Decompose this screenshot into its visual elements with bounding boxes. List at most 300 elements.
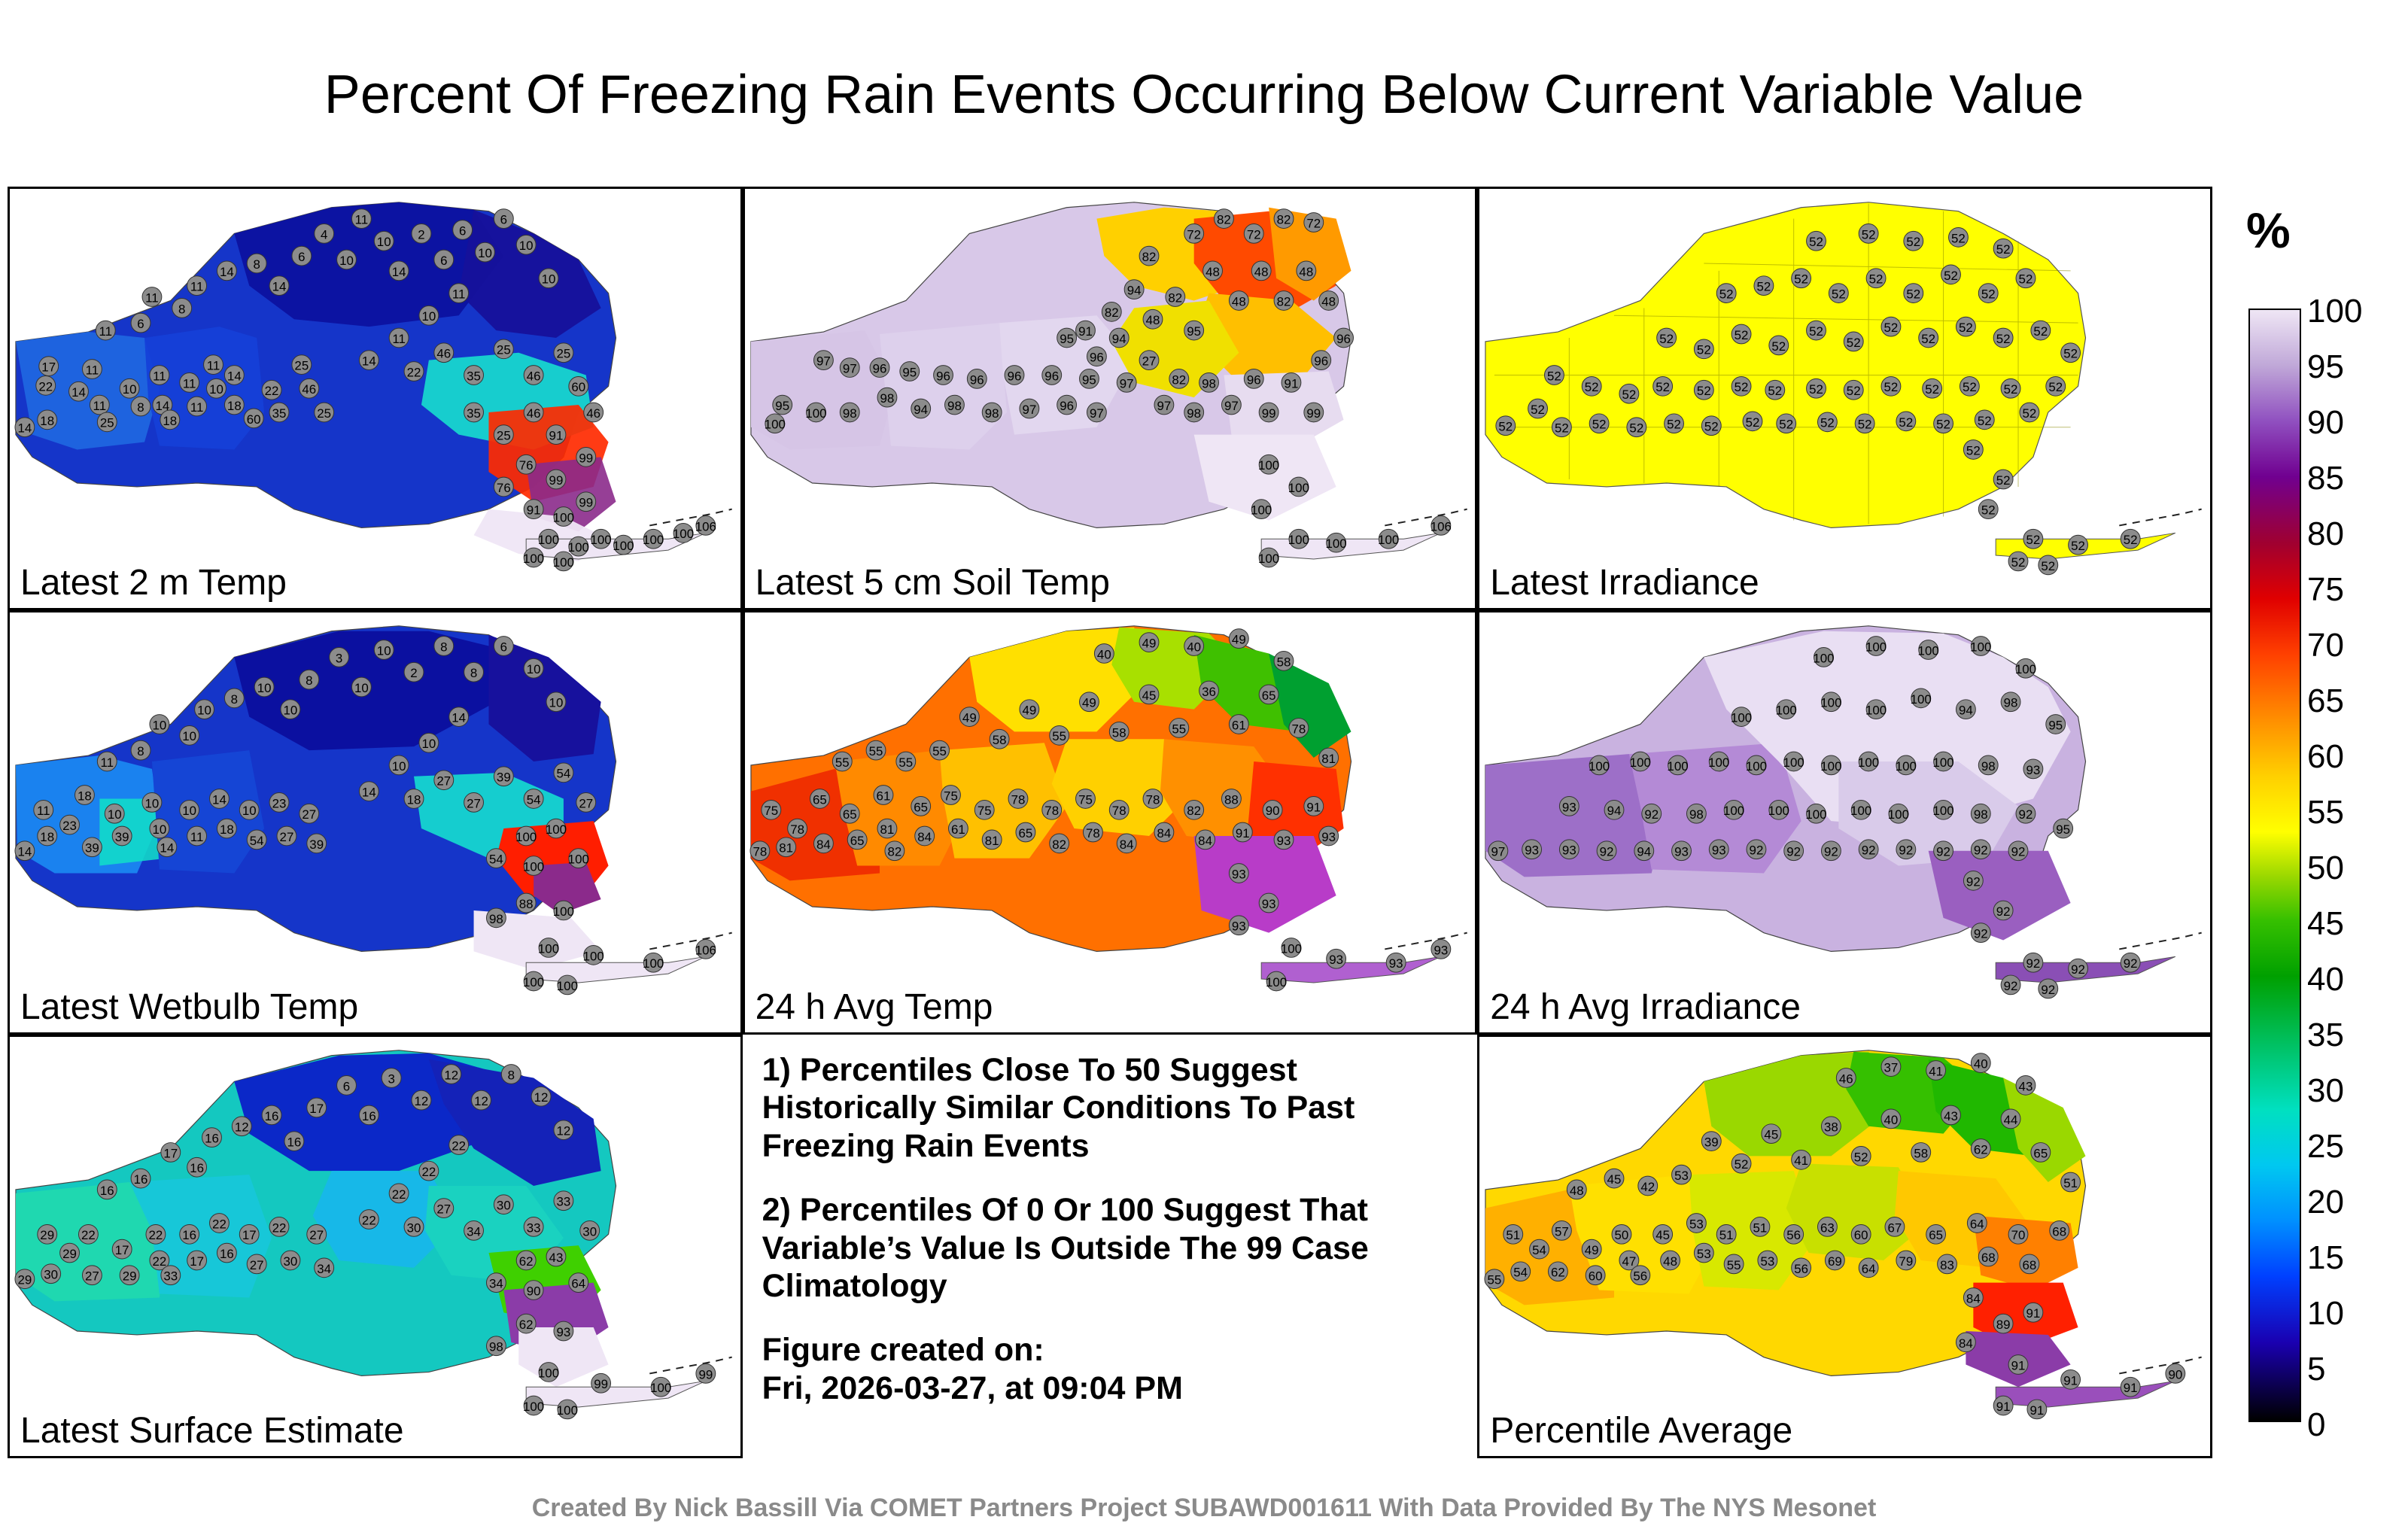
svg-text:100: 100 [1325,536,1347,552]
svg-text:84: 84 [1959,1336,1973,1351]
svg-text:98: 98 [1689,807,1704,822]
colorbar-ticks [2307,293,2397,1443]
svg-text:92: 92 [1936,845,1951,859]
svg-text:52: 52 [1996,331,2011,346]
svg-text:92: 92 [2003,979,2018,994]
svg-text:6: 6 [440,254,448,268]
svg-text:39: 39 [309,837,324,853]
svg-text:91: 91 [526,503,541,518]
svg-text:49: 49 [1231,632,1246,647]
svg-text:22: 22 [391,1187,406,1202]
svg-text:97: 97 [1491,845,1506,859]
svg-text:40: 40 [1974,1056,1988,1071]
svg-text:100: 100 [523,551,545,566]
svg-text:62: 62 [518,1254,534,1269]
svg-text:65: 65 [1261,688,1276,704]
svg-text:91: 91 [1306,800,1321,815]
svg-text:54: 54 [249,834,264,849]
svg-text:27: 27 [467,796,481,811]
svg-text:52: 52 [1853,1149,1868,1164]
svg-text:52: 52 [1996,242,2011,257]
svg-text:55: 55 [1487,1272,1502,1287]
svg-text:97: 97 [1157,399,1171,413]
svg-text:82: 82 [1104,305,1119,321]
svg-text:91: 91 [2123,1380,2138,1395]
panel-24h-avg-temp[interactable] [743,610,1478,1034]
svg-text:52: 52 [1899,415,1914,430]
svg-text:96: 96 [872,361,887,376]
svg-text:81: 81 [880,822,894,837]
svg-text:67: 67 [1887,1220,1902,1235]
svg-text:100: 100 [764,417,786,432]
svg-text:52: 52 [1719,287,1734,302]
svg-text:100: 100 [1257,458,1279,473]
svg-text:12: 12 [474,1093,488,1108]
svg-text:78: 78 [1085,826,1100,841]
svg-text:100: 100 [567,540,589,555]
map-latest-2m-temp [10,189,740,608]
panel-label-latest-wetbulb-temp: Latest Wetbulb Temp [20,986,359,1027]
svg-text:52: 52 [1809,382,1824,397]
svg-text:14: 14 [391,264,406,279]
svg-text:89: 89 [1996,1317,2011,1332]
svg-text:57: 57 [1555,1223,1569,1239]
svg-text:95: 95 [2056,822,2071,837]
panel-latest-surface-estimate[interactable] [8,1035,743,1458]
svg-text:12: 12 [556,1123,571,1138]
svg-text:100: 100 [567,852,589,867]
svg-text:6: 6 [137,317,144,332]
svg-text:14: 14 [212,792,227,807]
svg-text:27: 27 [302,807,317,822]
svg-text:100: 100 [1377,533,1399,548]
svg-text:33: 33 [163,1269,178,1284]
svg-text:46: 46 [436,346,451,361]
svg-text:10: 10 [144,796,160,811]
svg-text:11: 11 [190,279,204,294]
svg-text:58: 58 [1111,725,1126,740]
svg-text:12: 12 [444,1068,459,1083]
svg-text:58: 58 [992,733,1007,748]
svg-text:37: 37 [1884,1060,1899,1075]
svg-text:27: 27 [579,796,594,811]
svg-text:62: 62 [518,1317,534,1332]
svg-text:100: 100 [552,510,575,525]
svg-text:12: 12 [534,1090,549,1105]
svg-text:92: 92 [1749,843,1764,858]
svg-text:52: 52 [1734,327,1749,342]
panel-latest-irradiance[interactable] [1477,187,2212,610]
svg-text:45: 45 [1142,688,1157,704]
svg-text:92: 92 [1974,926,1988,941]
svg-text:90: 90 [1265,804,1280,819]
colorbar-tick: 30 [2307,1072,2344,1109]
svg-text:51: 51 [1753,1220,1768,1235]
svg-text:100: 100 [1932,804,1954,819]
svg-text:93: 93 [556,1324,571,1339]
svg-text:48: 48 [1254,264,1269,279]
colorbar-tick: 80 [2307,515,2344,552]
svg-text:94: 94 [1111,331,1126,346]
svg-text:14: 14 [361,785,376,800]
svg-text:100: 100 [1731,710,1753,725]
svg-text:99: 99 [579,495,594,510]
colorbar-tick: 40 [2307,961,2344,998]
svg-text:84: 84 [816,837,831,853]
page-title: Percent Of Freezing Rain Events Occurring Below Current Variable Value [324,65,2084,125]
svg-text:45: 45 [1607,1172,1622,1187]
svg-text:52: 52 [1734,380,1749,395]
svg-text:94: 94 [1607,804,1622,819]
svg-text:65: 65 [850,834,865,849]
svg-text:8: 8 [230,692,239,707]
svg-text:65: 65 [2033,1145,2048,1160]
svg-text:76: 76 [518,458,534,473]
colorbar-tick: 95 [2307,348,2344,385]
svg-text:90: 90 [2168,1366,2183,1382]
svg-text:82: 82 [1142,250,1157,265]
panel-label-24h-avg-irradiance: 24 h Avg Irradiance [1490,986,1801,1027]
svg-text:96: 96 [935,369,950,384]
svg-text:100: 100 [643,533,664,548]
svg-text:48: 48 [1570,1183,1584,1198]
svg-text:100: 100 [1746,759,1768,774]
svg-text:48: 48 [1231,294,1246,309]
svg-text:14: 14 [451,710,467,725]
svg-text:68: 68 [2022,1257,2037,1272]
svg-text:100: 100 [1820,759,1842,774]
note-1: 1) Percentiles Close To 50 Suggest Historically Similar Conditions To Past Freezing Rain Events [762,1051,1355,1165]
svg-text:100: 100 [1910,692,1932,707]
svg-text:94: 94 [1126,283,1142,298]
svg-text:22: 22 [421,1164,436,1179]
credit-line: Created By Nick Bassill Via COMET Partners Project SUBAWD001611 With Data Provided By The NYS Mesonet [531,1494,1877,1522]
colorbar-tick: 55 [2307,794,2344,831]
svg-text:17: 17 [41,360,56,375]
svg-text:29: 29 [40,1227,55,1242]
svg-text:14: 14 [219,264,234,279]
svg-text:52: 52 [1925,382,1940,397]
svg-text:18: 18 [78,789,92,804]
svg-text:8: 8 [137,400,144,415]
svg-text:51: 51 [2063,1175,2078,1190]
note-2: 2) Percentiles Of 0 Or 100 Suggest That Variable’s Value Is Outside The 99 Case Climatology [762,1191,1369,1305]
svg-text:22: 22 [451,1138,467,1154]
svg-text:92: 92 [2011,845,2026,859]
panel-latest-wetbulb-temp[interactable] [8,610,743,1034]
svg-text:52: 52 [1629,421,1644,436]
svg-text:27: 27 [436,1202,451,1217]
svg-text:41: 41 [1929,1064,1944,1079]
svg-text:14: 14 [155,399,170,413]
svg-text:81: 81 [1321,752,1336,767]
svg-text:52: 52 [1531,402,1546,417]
svg-text:17: 17 [114,1242,129,1257]
svg-text:52: 52 [2011,555,2026,570]
svg-text:11: 11 [93,399,107,413]
svg-text:34: 34 [317,1261,332,1276]
svg-text:55: 55 [868,744,883,759]
svg-text:61: 61 [1231,718,1246,733]
svg-text:65: 65 [1929,1227,1944,1242]
svg-text:94: 94 [913,402,928,417]
svg-text:22: 22 [81,1227,96,1242]
svg-text:53: 53 [1674,1168,1689,1183]
svg-text:92: 92 [1786,845,1801,859]
svg-text:52: 52 [1697,384,1711,399]
svg-text:92: 92 [2018,807,2033,822]
svg-text:93: 93 [1231,867,1246,882]
svg-text:97: 97 [1022,402,1036,417]
svg-text:83: 83 [1940,1257,1955,1272]
svg-text:52: 52 [2048,380,2063,395]
svg-text:14: 14 [17,421,32,436]
svg-text:100: 100 [1887,807,1910,822]
svg-text:52: 52 [1809,235,1824,250]
svg-text:91: 91 [2029,1403,2045,1418]
svg-text:100: 100 [1858,755,1880,771]
svg-text:12: 12 [414,1093,429,1108]
svg-text:11: 11 [190,400,204,415]
svg-text:100: 100 [537,533,560,548]
svg-text:10: 10 [421,309,436,324]
svg-text:52: 52 [2063,346,2078,361]
svg-text:16: 16 [287,1135,302,1150]
svg-text:100: 100 [556,1403,578,1418]
svg-text:52: 52 [1906,287,1921,302]
svg-text:75: 75 [763,804,778,819]
svg-text:52: 52 [1847,335,1861,350]
svg-text:48: 48 [1145,313,1160,328]
svg-text:52: 52 [1667,417,1682,432]
svg-text:100: 100 [1895,759,1917,774]
svg-text:100: 100 [1917,643,1939,658]
svg-text:82: 82 [1051,837,1066,853]
svg-text:3: 3 [388,1071,395,1086]
svg-text:100: 100 [552,555,575,570]
svg-text:2: 2 [418,227,425,242]
svg-text:52: 52 [1996,473,2011,488]
svg-text:49: 49 [1142,636,1157,651]
svg-text:93: 93 [1434,943,1448,958]
svg-text:11: 11 [99,324,113,339]
svg-text:54: 54 [526,792,541,807]
svg-text:29: 29 [62,1246,77,1261]
svg-text:40: 40 [1884,1112,1899,1127]
svg-text:98: 98 [488,912,503,927]
panel-label-latest-irradiance: Latest Irradiance [1490,563,1759,603]
svg-text:61: 61 [950,822,965,837]
svg-text:52: 52 [1592,417,1607,432]
panel-percentile-average[interactable] [1477,1035,2212,1458]
svg-text:46: 46 [526,406,541,421]
svg-text:100: 100 [650,1380,672,1395]
svg-text:106: 106 [1430,519,1452,534]
svg-text:100: 100 [1820,696,1842,711]
svg-text:40: 40 [1096,647,1111,662]
svg-text:52: 52 [2123,533,2138,548]
svg-text:92: 92 [1974,843,1988,858]
svg-text:47: 47 [1622,1254,1637,1269]
svg-text:100: 100 [1813,651,1835,666]
svg-text:92: 92 [1996,904,2011,919]
svg-text:81: 81 [778,841,793,856]
svg-text:25: 25 [496,428,511,443]
svg-text:22: 22 [212,1217,227,1231]
svg-text:93: 93 [1261,897,1276,912]
svg-text:10: 10 [242,804,257,819]
svg-text:65: 65 [913,800,928,815]
svg-text:84: 84 [1966,1291,1981,1306]
svg-text:90: 90 [526,1284,541,1299]
svg-text:27: 27 [1142,354,1157,369]
svg-text:27: 27 [249,1257,264,1272]
svg-text:98: 98 [880,391,894,406]
svg-text:10: 10 [339,254,354,268]
colorbar [2248,309,2301,1422]
svg-text:52: 52 [1622,388,1637,403]
colorbar-tick: 65 [2307,682,2344,719]
svg-text:10: 10 [257,681,272,696]
colorbar-tick: 0 [2307,1406,2326,1443]
svg-text:96: 96 [1246,372,1261,388]
svg-text:46: 46 [302,382,317,397]
svg-text:49: 49 [1022,703,1036,718]
svg-text:46: 46 [526,369,541,384]
svg-text:78: 78 [752,845,767,859]
svg-text:52: 52 [1832,287,1846,302]
map-latest-wetbulb-temp [10,612,740,1032]
svg-text:27: 27 [84,1269,99,1284]
svg-text:40: 40 [1186,640,1201,655]
svg-text:39: 39 [114,830,129,845]
svg-text:75: 75 [977,804,992,819]
svg-text:91: 91 [1235,826,1250,841]
svg-text:49: 49 [1584,1242,1599,1257]
svg-text:10: 10 [518,239,534,254]
panel-24h-avg-irradiance[interactable] [1477,610,2212,1034]
svg-text:78: 78 [1044,804,1059,819]
svg-text:52: 52 [1697,342,1711,357]
svg-text:56: 56 [1633,1269,1648,1284]
svg-text:39: 39 [496,771,511,785]
panel-latest-5cm-soil-temp[interactable] [743,187,1478,610]
colorbar-tick: 70 [2307,627,2344,664]
svg-text:78: 78 [1011,792,1025,807]
svg-text:69: 69 [1828,1254,1842,1269]
svg-text:92: 92 [2026,956,2041,971]
colorbar-tick: 15 [2307,1239,2344,1276]
svg-text:96: 96 [1007,369,1022,384]
svg-text:3: 3 [335,651,343,666]
svg-text:52: 52 [1981,287,1996,302]
svg-text:60: 60 [571,380,586,395]
svg-text:10: 10 [541,272,556,287]
svg-text:52: 52 [2022,406,2037,421]
svg-text:93: 93 [1388,956,1403,971]
svg-text:52: 52 [1734,1157,1749,1172]
svg-text:16: 16 [99,1183,114,1198]
svg-text:94: 94 [1959,703,1973,718]
svg-text:34: 34 [488,1276,503,1291]
svg-text:93: 93 [1674,845,1689,859]
colorbar-tick: 25 [2307,1128,2344,1165]
svg-text:14: 14 [71,385,86,400]
svg-text:62: 62 [1551,1265,1566,1280]
svg-text:11: 11 [190,830,204,845]
svg-text:93: 93 [2026,763,2041,778]
svg-text:97: 97 [1089,406,1104,421]
svg-text:48: 48 [1299,264,1313,279]
svg-text:52: 52 [2033,324,2048,339]
svg-text:95: 95 [901,365,917,380]
svg-text:62: 62 [1974,1142,1988,1157]
svg-text:52: 52 [1959,321,1973,336]
svg-text:25: 25 [556,346,571,361]
svg-text:100: 100 [1932,755,1954,771]
svg-text:14: 14 [160,841,175,856]
svg-text:53: 53 [1689,1217,1704,1231]
svg-text:25: 25 [496,342,511,357]
colorbar-tick: 60 [2307,738,2344,775]
svg-text:17: 17 [190,1254,205,1269]
svg-text:6: 6 [458,223,467,239]
svg-text:11: 11 [153,369,166,384]
svg-text:100: 100 [523,975,545,990]
svg-text:100: 100 [545,822,567,837]
svg-text:52: 52 [1868,272,1884,287]
svg-text:93: 93 [1321,830,1336,845]
svg-text:46: 46 [586,406,601,421]
svg-text:52: 52 [1981,503,1996,518]
svg-text:10: 10 [283,703,298,718]
svg-text:6: 6 [342,1078,351,1093]
panel-latest-2m-temp[interactable] [8,187,743,610]
svg-text:36: 36 [1201,685,1216,700]
svg-text:106: 106 [695,519,716,534]
svg-text:91: 91 [1996,1399,2011,1414]
svg-text:64: 64 [571,1276,586,1291]
svg-text:52: 52 [1936,417,1951,432]
svg-text:54: 54 [1513,1265,1528,1280]
svg-text:99: 99 [698,1366,713,1382]
colorbar-tick: 85 [2307,460,2344,497]
svg-text:11: 11 [100,755,114,771]
svg-text:100: 100 [1970,640,1992,655]
svg-text:2: 2 [410,666,418,681]
svg-text:25: 25 [317,406,332,421]
svg-text:8: 8 [507,1068,515,1083]
svg-text:14: 14 [227,369,242,384]
svg-text:95: 95 [1186,324,1201,339]
svg-text:48: 48 [1321,294,1336,309]
svg-text:22: 22 [38,379,53,394]
svg-text:52: 52 [1951,231,1966,246]
svg-text:8: 8 [137,744,144,759]
colorbar-tick: 35 [2307,1017,2344,1053]
svg-text:95: 95 [2048,718,2063,733]
svg-text:10: 10 [549,696,564,711]
svg-text:100: 100 [1265,975,1287,990]
svg-text:12: 12 [234,1120,249,1135]
notes-panel [743,1035,1478,1458]
svg-text:100: 100 [582,949,604,964]
svg-text:8: 8 [470,666,478,681]
svg-text:100: 100 [515,830,537,845]
svg-text:91: 91 [2026,1306,2041,1321]
svg-text:18: 18 [163,413,178,428]
svg-text:33: 33 [556,1194,571,1209]
